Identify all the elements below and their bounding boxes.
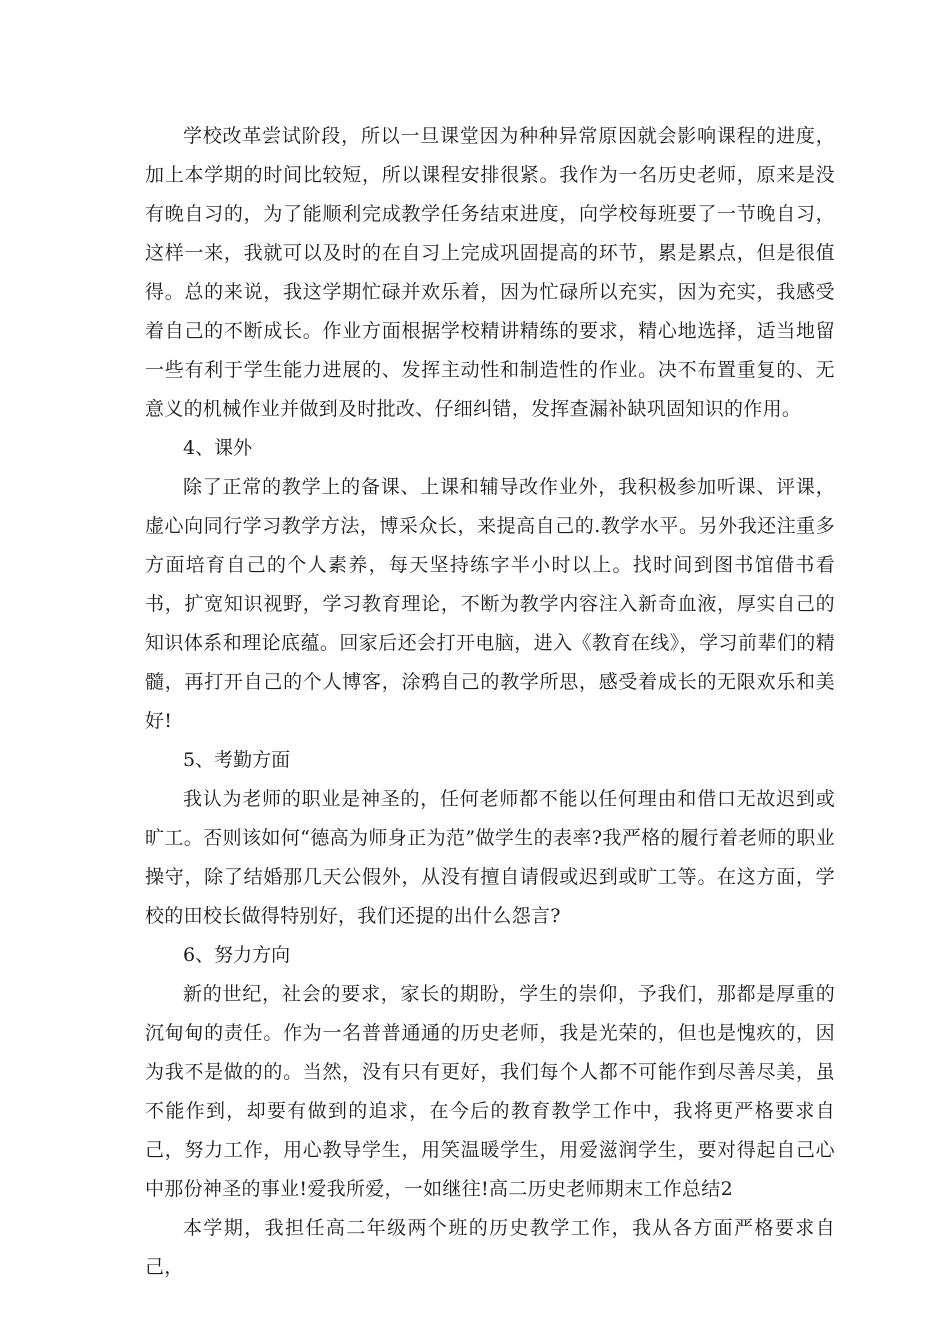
document-body — [145, 117, 835, 1287]
paragraph-homework: 学校改革尝试阶段，所以一旦课堂因为种种异常原因就会影响课程的进度，加上本学期的时间比较短，所以课程安排很紧。我作为一名历史老师，原来是没有晚自习的，为了能顺利完成教学任务结束进度，向学校每班要了一节晚自习，这样一来，我就可以及时的在自习上完成巩固提高的环节，累是累点，但是很值得。总的来说，我这学期忙碌并欢乐着，因为忙碌所以充实，因为充实，我感受着自己的不断成长。作业方面根据学校精讲精练的要求，精心地选择，适当地留一些有利于学生能力进展的、发挥主动性和制造性的作业。决不布置重复的、无意义的机械作业并做到及时批改、仔细纠错，发挥查漏补缺巩固知识的作用。 — [145, 125, 835, 420]
paragraph-summary-2-intro: 本学期，我担任高二年级两个班的历史教学工作，我从各方面严格要求自己， — [145, 1217, 835, 1278]
heading-extracurricular: 4、课外 — [183, 437, 253, 459]
paragraph-attendance: 我认为老师的职业是神圣的，任何老师都不能以任何理由和借口无故迟到或旷工。否则该如何“德高为师身正为范”做学生的表率?我严格的履行着老师的职业操守，除了结婚那几天公假外，从没有擅自请假或迟到或旷工等。在这方面，学校的田校长做得特别好，我们还提的出什么怨言? — [145, 788, 835, 927]
paragraph-effort-direction: 新的世纪，社会的要求，家长的期盼，学生的崇仰，予我们，那都是厚重的沉甸甸的责任。作为一名普普通通的历史老师，我是光荣的，但也是愧疚的，因为我不是做的的。当然，没有只有更好，我们每个人都不可能作到尽善尽美，虽不能作到，却要有做到的追求，在今后的教育教学工作中，我将更严格要求自己，努力工作，用心教导学生，用笑温暖学生，用爱滋润学生，要对得起自己心中那份神圣的事业!爱我所爱，一如继往!高二历史老师期末工作总结2 — [145, 983, 835, 1200]
heading-attendance: 5、考勤方面 — [183, 749, 291, 771]
heading-effort-direction: 6、努力方向 — [183, 944, 291, 966]
paragraph-extracurricular: 除了正常的教学上的备课、上课和辅导改作业外，我积极参加听课、评课，虚心向同行学习教学方法，博采众长，来提高自己的.教学水平。另外我还注重多方面培育自己的个人素养，每天坚持练字半小时以上。找时间到图书馆借书看书，扩宽知识视野，学习教育理论，不断为教学内容注入新奇血液，厚实自己的知识体系和理论底蕴。回家后还会打开电脑，进入《教育在线》，学习前辈们的精髓，再打开自己的个人博客，涂鸦自己的教学所思，感受着成长的无限欢乐和美好! — [145, 476, 835, 732]
